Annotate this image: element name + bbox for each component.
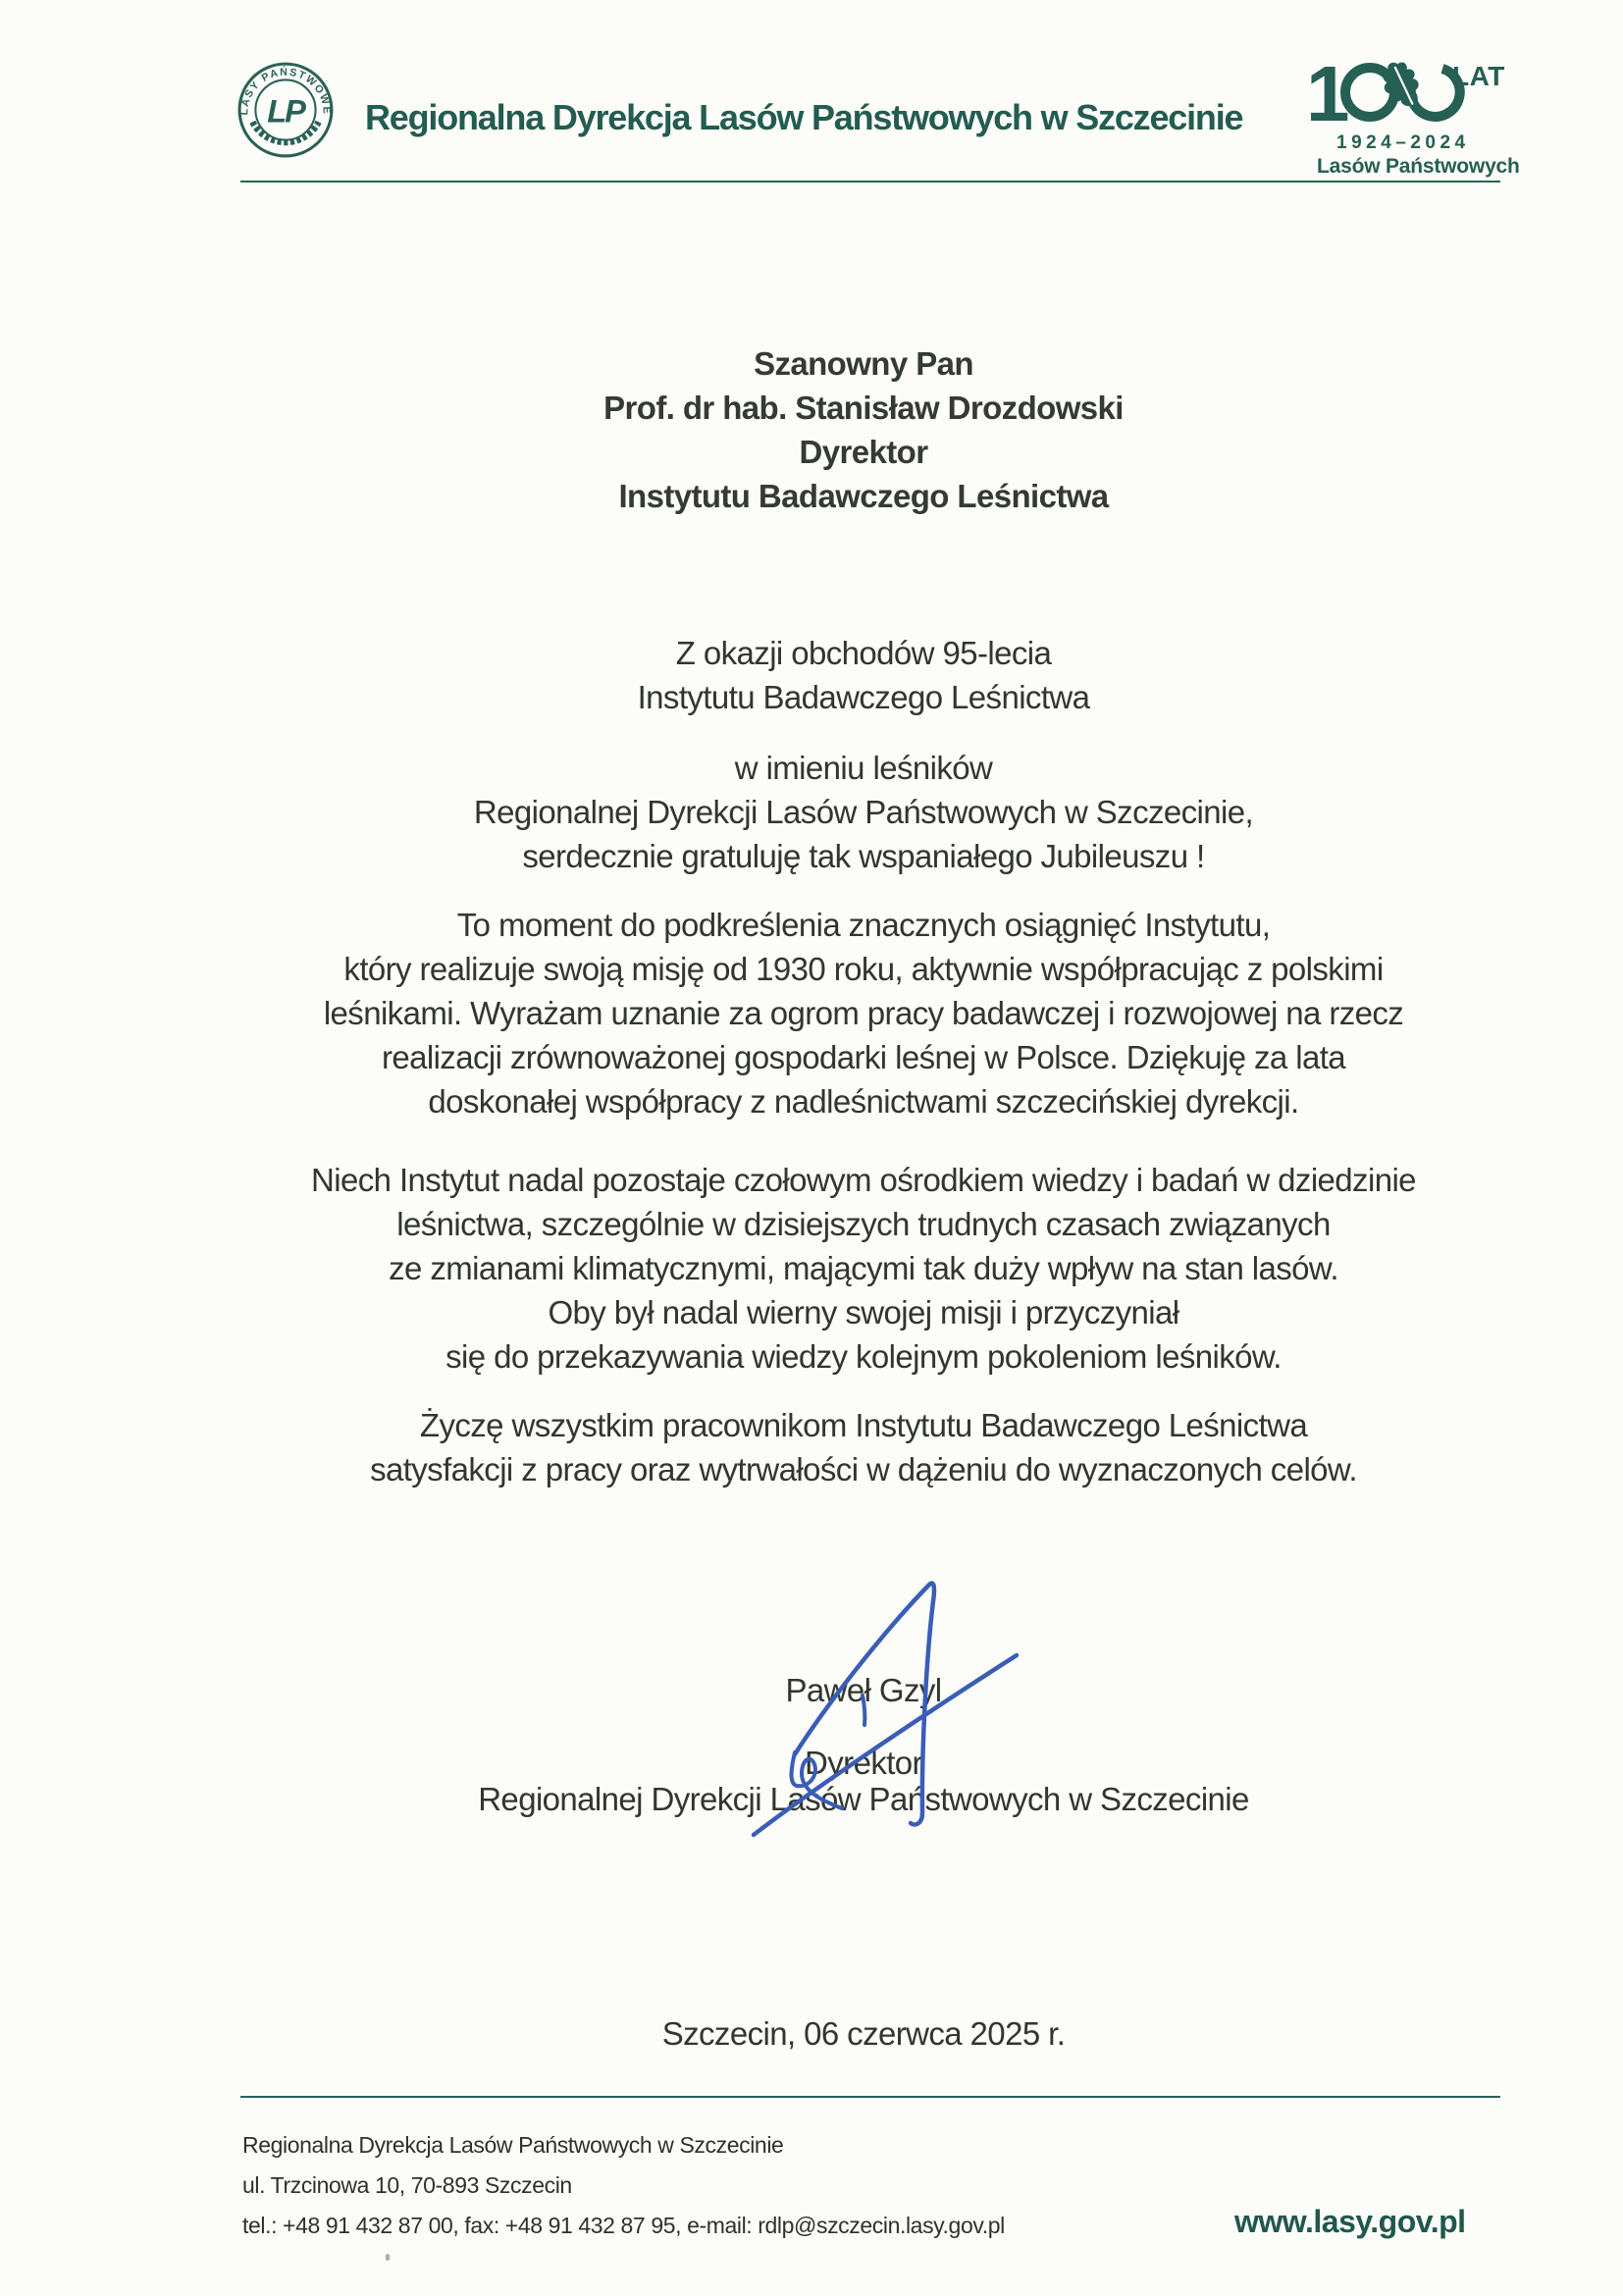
paragraph-1 [177, 903, 1550, 1123]
signer-title: Dyrektor [805, 1745, 922, 1781]
recipient-line: Prof. dr hab. Stanisław Drozdowski [603, 390, 1124, 426]
scan-speck [386, 2254, 390, 2261]
footer-address: ul. Trzcinowa 10, 70-893 Szczecin [242, 2172, 572, 2198]
greeting-block [177, 746, 1550, 878]
footer-website: www.lasy.gov.pl [1234, 2204, 1466, 2239]
paragraph-line: Niech Instytut nadal pozostaje czołowym ośrodkiem wiedzy i badań w dziedzinie [311, 1162, 1416, 1198]
paragraph-3 [177, 1403, 1550, 1491]
header-divider [240, 181, 1500, 183]
seal-ring-text: LASY PAŃSTWOWE [238, 66, 333, 116]
paragraph-line: Oby był nadal wierny swojej misji i przyczyniał [548, 1294, 1179, 1331]
paragraph-line: doskonałej współpracy z nadleśnictwami szczecińskiej dyrekcji. [428, 1083, 1299, 1120]
paragraph-line: który realizuje swoją misję od 1930 roku, aktywnie współpracując z polskimi [343, 951, 1384, 987]
greeting-line: serdecznie gratuluję tak wspaniałego Jubileuszu ! [522, 838, 1205, 874]
paragraph-2 [177, 1158, 1550, 1379]
signer-org: Regionalnej Dyrekcji Lasów Państwowych w Szczecinie [478, 1781, 1249, 1817]
recipient-line: Instytutu Badawczego Leśnictwa [618, 478, 1109, 514]
centenary-caption: Lasów Państwowych [1317, 155, 1520, 178]
occasion-line: Z okazji obchodów 95-lecia [675, 635, 1052, 671]
footer-divider [240, 2096, 1500, 2098]
paragraph-line: ze zmianami klimatycznymi, mającymi tak duży wpływ na stan lasów. [389, 1250, 1338, 1286]
dateline: Szczecin, 06 czerwca 2025 r. [661, 2015, 1066, 2052]
paragraph-line: realizacji zrównoważonej gospodarki leśnej w Polsce. Dziękuję za lata [381, 1039, 1346, 1075]
lasy-panstwowe-seal-icon [236, 55, 336, 161]
footer-contact: tel.: +48 91 432 87 00, fax: +48 91 432 87 95, e-mail: rdlp@szczecin.lasy.gov.pl [242, 2213, 1005, 2238]
signer-name: Paweł Gzyl [785, 1672, 942, 1708]
paragraph-line: To moment do podkreślenia znacznych osiągnięć Instytutu, [456, 907, 1271, 943]
centenary-digit: 1 [1309, 57, 1350, 126]
paragraph-line: satysfakcji z pracy oraz wytrwałości w dążeniu do wyznaczonych celów. [370, 1451, 1357, 1487]
centenary-years: 1924–2024 [1336, 132, 1470, 153]
greeting-line: w imieniu leśników [734, 750, 993, 786]
footer-info [242, 2125, 1005, 2246]
seal-lp-monogram: LP [267, 92, 304, 130]
occasion-line: Instytutu Badawczego Leśnictwa [637, 679, 1090, 715]
recipient-block [177, 341, 1550, 518]
centenary-lat-text: LAT [1452, 61, 1505, 91]
footer-org: Regionalna Dyrekcja Lasów Państwowych w Szczecinie [242, 2132, 784, 2158]
paragraph-line: leśnikami. Wyrażam uznanie za ogrom pracy badawczej i rozwojowej na rzecz [323, 995, 1404, 1031]
paragraph-line: leśnictwa, szczególnie w dzisiejszych trudnych czasach związanych [396, 1206, 1331, 1242]
centenary-logo [1309, 57, 1520, 179]
recipient-line: Szanowny Pan [754, 345, 973, 382]
recipient-line: Dyrektor [799, 434, 928, 470]
centenary-100-lat-icon [1309, 57, 1505, 126]
greeting-line: Regionalnej Dyrekcji Lasów Państwowych w Szczecinie, [473, 794, 1254, 830]
org-title: Regionalna Dyrekcja Lasów Państwowych w Szczecinie [365, 97, 1243, 137]
paragraph-line: Życzę wszystkim pracownikom Instytutu Badawczego Leśnictwa [419, 1407, 1308, 1443]
handwritten-signature [726, 1568, 1040, 1854]
occasion-block [177, 631, 1550, 719]
oak-leaf-icon [1374, 57, 1431, 114]
paragraph-line: się do przekazywania wiedzy kolejnym pokoleniom leśników. [445, 1338, 1282, 1375]
